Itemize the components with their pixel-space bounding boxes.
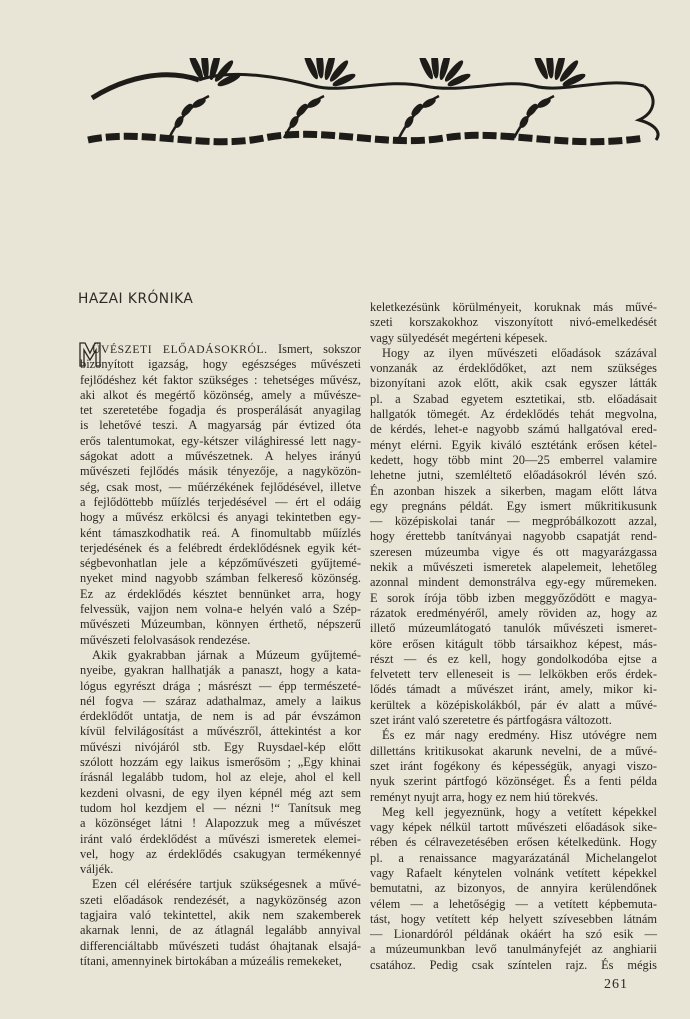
text-line: csatához. Pedig csak színtelen rajz. És mégis xyxy=(370,957,657,972)
text-line: bizonyított igazság, hogy egészséges művészeti xyxy=(80,357,361,372)
text-line: köre erősen kitágult több társaikhoz képest, más- xyxy=(370,636,657,651)
text-line: felvetett terv elleneseit is — lelkökben erős érdek- xyxy=(370,667,657,682)
text-line: nél fogva — száraz adathalmaz, amely a laikus xyxy=(80,693,361,708)
text-line: hogy a művész erkölcsi és anyagi tekintetben egy- xyxy=(80,510,361,525)
text-line: iránt való érdeklődést a művészi ismeretek elemei- xyxy=(80,831,361,846)
article-lead-heading: ŰVÉSZETI ELŐADÁSOKRÓL. xyxy=(92,343,268,356)
text-line: érdeklődőt untatja, de nem is ad pár évszámon xyxy=(80,709,361,724)
text-line: — középiskolai tanár — megpróbálkozott azzal, xyxy=(370,514,657,529)
text-line: bemutatni, az bizonyos, de annyira kerülendőnek xyxy=(370,881,657,896)
right-column xyxy=(370,300,657,973)
text-line: lehetne jutni, szemléltető előadásokról lévén szó. xyxy=(370,468,657,483)
text-line: — Lionardóról példának okáért ha szó esik — xyxy=(370,927,657,942)
text-line: hallgatók tömegét. Az érdeklődés tehát megvolna, xyxy=(370,407,657,422)
text-line: vagy Rafaelt kénytelen volnánk vetített képekkel xyxy=(370,865,657,880)
text-line: Ez az érdeklődés késztet bennünket arra, hogy xyxy=(80,586,361,601)
text-line: szeresen múzeumba vigye és ott magyarázgassa xyxy=(370,544,657,559)
text-line: ságokat adott a művészetnek. A helyes irányú xyxy=(80,449,361,464)
text-line: szeti előadások rendezését, a nagyközönség azon xyxy=(80,892,361,907)
text-line: nyuk szerint pártfogó közönséget. És a fenti példa xyxy=(370,774,657,789)
text-line: kedett, hogy több mint 20—25 emberrel valamire xyxy=(370,452,657,467)
text-line: ményt elérni. Egyik kiváló esztétánk erősen kétel- xyxy=(370,437,657,452)
text-line: ségbevonhatlan jele a képzőművészeti gyűjtemé- xyxy=(80,556,361,571)
left-column xyxy=(80,342,361,969)
text-line: művészeti Múzeumban, könnyen érthető, népszerű xyxy=(80,617,361,632)
text-line: tagjaira való tekintettel, akik nem szakemberek xyxy=(80,907,361,922)
text-line: a fejlődöttebb műízlés terjedésével — ért el odáig xyxy=(80,494,361,509)
text-line: Hogy az ilyen művészeti előadások százával xyxy=(382,345,657,360)
text-line: dillettáns kritikusokat akarunk nevelni, de a művé- xyxy=(370,743,657,758)
text-line: váljék. xyxy=(80,862,114,877)
text-line: felvessük, vajjon nem volna-e helyén való a Szép- xyxy=(80,602,361,617)
text-line: tet szeretetébe fogadja és prosperálását anyagilag xyxy=(80,403,361,418)
text-line: Én azonban hiszek a sikerben, magam előtt látva xyxy=(370,483,657,498)
text-line: keletkezésünk körülményeit, koruknak más művé- xyxy=(370,300,657,314)
text-line: szeti korszakokhoz viszonyított nivó-emelkedését xyxy=(370,315,657,330)
text-line: hogy érettebb tanítványai nagyobb csapatját rend- xyxy=(370,529,657,544)
text-line: nyeibe, gyakran hallhatják a panaszt, hogy a kata- xyxy=(80,663,361,678)
text-line: kerültek a középiskolákból, pár év alatt a művé- xyxy=(370,697,657,712)
text-line xyxy=(80,342,361,357)
paragraph xyxy=(370,300,657,346)
text-line: akarnak lenni, de az átlagnál legalább annyival xyxy=(80,923,361,938)
text-line: títani, amennyinek birtokában a múzeális remekeket, xyxy=(80,953,342,968)
paragraph xyxy=(80,342,361,648)
text-line: művészeti fejlődés másik tényezője, a nagyközön- xyxy=(80,464,361,479)
text-line: lődés támadt a művészet iránt, amely, mikor ki- xyxy=(370,682,657,697)
text-line: terjedésének és a felébredt érdeklődésnek egyik két- xyxy=(80,540,361,555)
text-line: részt — és ez kell, hogy gondolkodóba ejtse a xyxy=(370,651,657,666)
text-line: tudom hol kezdjem el — nézni !“ Tanítsuk meg xyxy=(80,800,361,815)
text-line: nyeket mind nagyobb számban felkereső közönség. xyxy=(80,571,361,586)
text-line: pl. a renaissance magyarázatánál Michelangelot xyxy=(370,850,657,865)
text-line: tást, hogy vetített kép helyett szívesebben látnám xyxy=(370,911,657,926)
text-line: szet iránt fogékony és képességük, anyagi viszo- xyxy=(370,758,657,773)
text-line: művészi nivójáról stb. Egy Ruysdael-kép előtt xyxy=(80,739,361,754)
text-line: lógus egyrészt drága ; másrészt — épp természeté- xyxy=(80,678,361,693)
text-line: kezdeni olvasni, de egy ilyen képnél még azt sem xyxy=(80,785,361,800)
text-line: egy pregnáns példát. Egy ismert műkritikusunk xyxy=(370,498,657,513)
text-line: És ez már nagy eredmény. Hisz utóvégre nem xyxy=(382,728,657,743)
text-line: szólott hozzám egy laikus ismerősöm ; „Egy khinai xyxy=(80,755,361,770)
text-line: ként támaszkodhatik reá. A finomultabb műízlés xyxy=(80,525,361,540)
text-line: Ezen cél elérésére tartjuk szükségesnek a művé- xyxy=(92,877,361,892)
text-line: is lehetővé teszi. A magyarság pár évtized óta xyxy=(80,418,361,433)
text-line: reményt nyujt arra, hogy ez nem hiú törekvés. xyxy=(370,789,599,804)
text-line: vélem — a lehetőségig — a vetített képbemuta- xyxy=(370,896,657,911)
text-line: Meg kell jegyeznünk, hogy a vetített képekkel xyxy=(382,804,657,819)
text-line: Akik gyakrabban járnak a Múzeum gyűjtemé- xyxy=(92,647,361,662)
dropcap-letter-m xyxy=(78,340,102,368)
paragraph xyxy=(370,805,657,973)
paragraph xyxy=(80,877,361,969)
text-line: bizonyítani azok előtt, akik csak egyszer látták xyxy=(370,376,657,391)
text-line: rében és célravezetésében erősen kételkedünk. Hogy xyxy=(370,835,657,850)
text-fragment: Ismert, sokszor xyxy=(267,342,361,356)
text-line: szet iránt való szeretetre és pártfogásra változott. xyxy=(370,713,612,728)
section-title: HAZAI KRÓNIKA xyxy=(78,291,194,307)
text-line: E sorok írója több izben meggyőződött e magya- xyxy=(370,590,657,605)
text-line: azonnal mindent demonstrálva egy-egy műremeken. xyxy=(370,575,657,590)
text-line: a múzeumunkban levő tanulmányfejét az anghiarii xyxy=(370,942,657,957)
text-line: vonzanák az érdeklődőket, azt nem szükséges xyxy=(370,361,657,376)
text-line: nekik a művészeti ismeretek alapelemeit, lehetőleg xyxy=(370,560,657,575)
paragraph xyxy=(370,346,657,728)
text-line: erős talentumokat, egy-kétszer világhiressé lett nagy- xyxy=(80,433,361,448)
text-line: vagy sülyedését megérteni képesek. xyxy=(370,330,548,345)
text-line: a közönséget látni ! Alapozzuk meg a művészet xyxy=(80,816,361,831)
decorative-vine-ornament xyxy=(84,58,669,153)
text-line: pl. a Szabad egyetem esztetikai, stb. előadásait xyxy=(370,391,657,406)
text-line: kívül felvilágosítást a művészről, áttekintést a kor xyxy=(80,724,361,739)
text-line: művészeti felolvasások rendezése. xyxy=(80,632,251,647)
paragraph xyxy=(80,648,361,877)
text-line: illető múzeumlátogató tanulók művészeti ismeret- xyxy=(370,621,657,636)
text-line: differenciáltabb művészeti tudást óhajtanak elsajá- xyxy=(80,938,361,953)
text-line: de kérdés, lehet-e nagyobb számú hallgatóval ered- xyxy=(370,422,657,437)
text-line: aki alkot és megértő közönség, amely a művésze- xyxy=(80,387,361,402)
text-line: vel, hogy az érdeklődés csakugyan termékennyé xyxy=(80,846,361,861)
text-line: fejlődéshez két faktor szükséges : tehetséges művész, xyxy=(80,372,361,387)
text-line: írásnál legalább tudom, hol az eleje, ahol el kell xyxy=(80,770,361,785)
text-line: vagy képek nélkül tartott művészeti előadások sike- xyxy=(370,820,657,835)
text-line: rázatok eredményéről, amely röviden az, hogy az xyxy=(370,605,657,620)
page-number: 261 xyxy=(604,977,628,992)
text-line: ség, csak most, — műérzékének fejlődésével, illetve xyxy=(80,479,361,494)
paragraph xyxy=(370,728,657,804)
